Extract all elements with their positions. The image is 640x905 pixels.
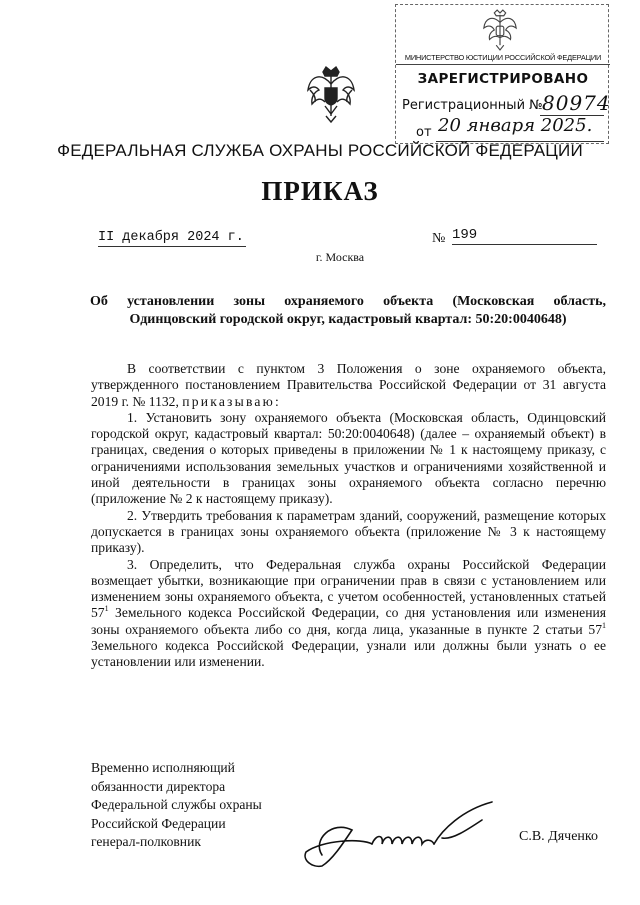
eagle-emblem-icon	[481, 9, 519, 51]
document-title: ПРИКАЗ	[261, 176, 379, 206]
signatory-line: Российской Федерации	[91, 815, 226, 831]
clause-2: 2. Утвердить требования к параметрам зданий, сооружений, размещение которых допускается в границах зоны охраняемого объекта (приложение № 3 к настоящему приказу).	[91, 507, 606, 556]
decree-word: приказываю:	[182, 393, 281, 409]
signatory-line: Временно исполняющий	[91, 760, 235, 775]
clause-3-text-a: 3. Определить, что Федеральная служба охраны Российской Федерации возмещает убытки, возникающие при ограничении прав в связи с установлением или изменением зоны охраняемого объекта, с учетом особенностей, установленных статьей 57	[91, 556, 606, 621]
stamp-date-label: от	[416, 125, 432, 140]
order-date: II декабря 2024 г.	[98, 230, 246, 247]
intro-text: В соответствии с пунктом 3 Положения о зоне охраняемого объекта, утвержденного постановлением Правительства Российской Федерации от 31 августа 2019 г. № 1132,	[91, 361, 606, 409]
registration-stamp	[395, 4, 609, 144]
signatory-line: генерал-полковник	[91, 834, 201, 849]
clause-3	[91, 557, 606, 671]
stamp-ministry: МИНИСТЕРСТВО ЮСТИЦИИ РОССИЙСКОЙ ФЕДЕРАЦИИ	[396, 53, 610, 65]
stamp-regno-value: 80974	[542, 91, 611, 115]
clause-3-text-b: Земельного кодекса Российской Федерации, со дня установления или изменения зоны охраняемого объекта либо со дня, когда лица, указанные в пункте 2 статьи 57	[91, 605, 606, 637]
order-number-sign: №	[432, 231, 446, 246]
stamp-regno-label: Регистрационный №	[402, 98, 543, 113]
signatory-title	[91, 759, 321, 852]
clause-3-sup-1: 1	[104, 604, 109, 614]
subject-line-2: Одинцовский городской округ, кадастровый квартал: 50:20:0040648)	[129, 312, 567, 327]
coat-of-arms-icon	[306, 64, 356, 124]
clause-3-sup-2: 1	[602, 620, 606, 630]
agency-name: ФЕДЕРАЛЬНАЯ СЛУЖБА ОХРАНЫ РОССИЙСКОЙ ФЕДЕРАЦИИ	[57, 141, 583, 160]
subject-line-1: Об установлении зоны охраняемого объекта (Московская область,	[90, 294, 606, 309]
signatory-line: обязанности директора	[91, 778, 226, 794]
signer-name: С.В. Дяченко	[519, 829, 599, 844]
clause-3-text-c: Земельного кодекса Российской Федерации, узнали или должны были узнать о ее установлении или изменении.	[91, 638, 606, 670]
stamp-date-value: 20 января 2025.	[438, 115, 593, 136]
order-subject	[90, 293, 606, 329]
order-number: 199	[452, 227, 597, 245]
city: г. Москва	[315, 250, 365, 264]
signatory-line: Федеральной службы охраны	[91, 797, 262, 812]
clause-1: 1. Установить зону охраняемого объекта (Московская область, Одинцовский городской округ, кадастровый квартал: 50:20:0040648) (далее – охраняемый объект) в границах, сведения о которых приведены в приложении № 1 к настоящему приказу, с ограничениями использования земельных участков и ограничениями хозяйственной и иной деятельности в границах зоны охраняемого объекта согласно перечню (приложение № 2 к настоящему приказу).	[91, 409, 606, 507]
intro-paragraph	[91, 361, 606, 410]
order-body	[91, 361, 606, 671]
stamp-registered: ЗАРЕГИСТРИРОВАНО	[417, 71, 589, 87]
handwritten-signature	[292, 800, 512, 870]
